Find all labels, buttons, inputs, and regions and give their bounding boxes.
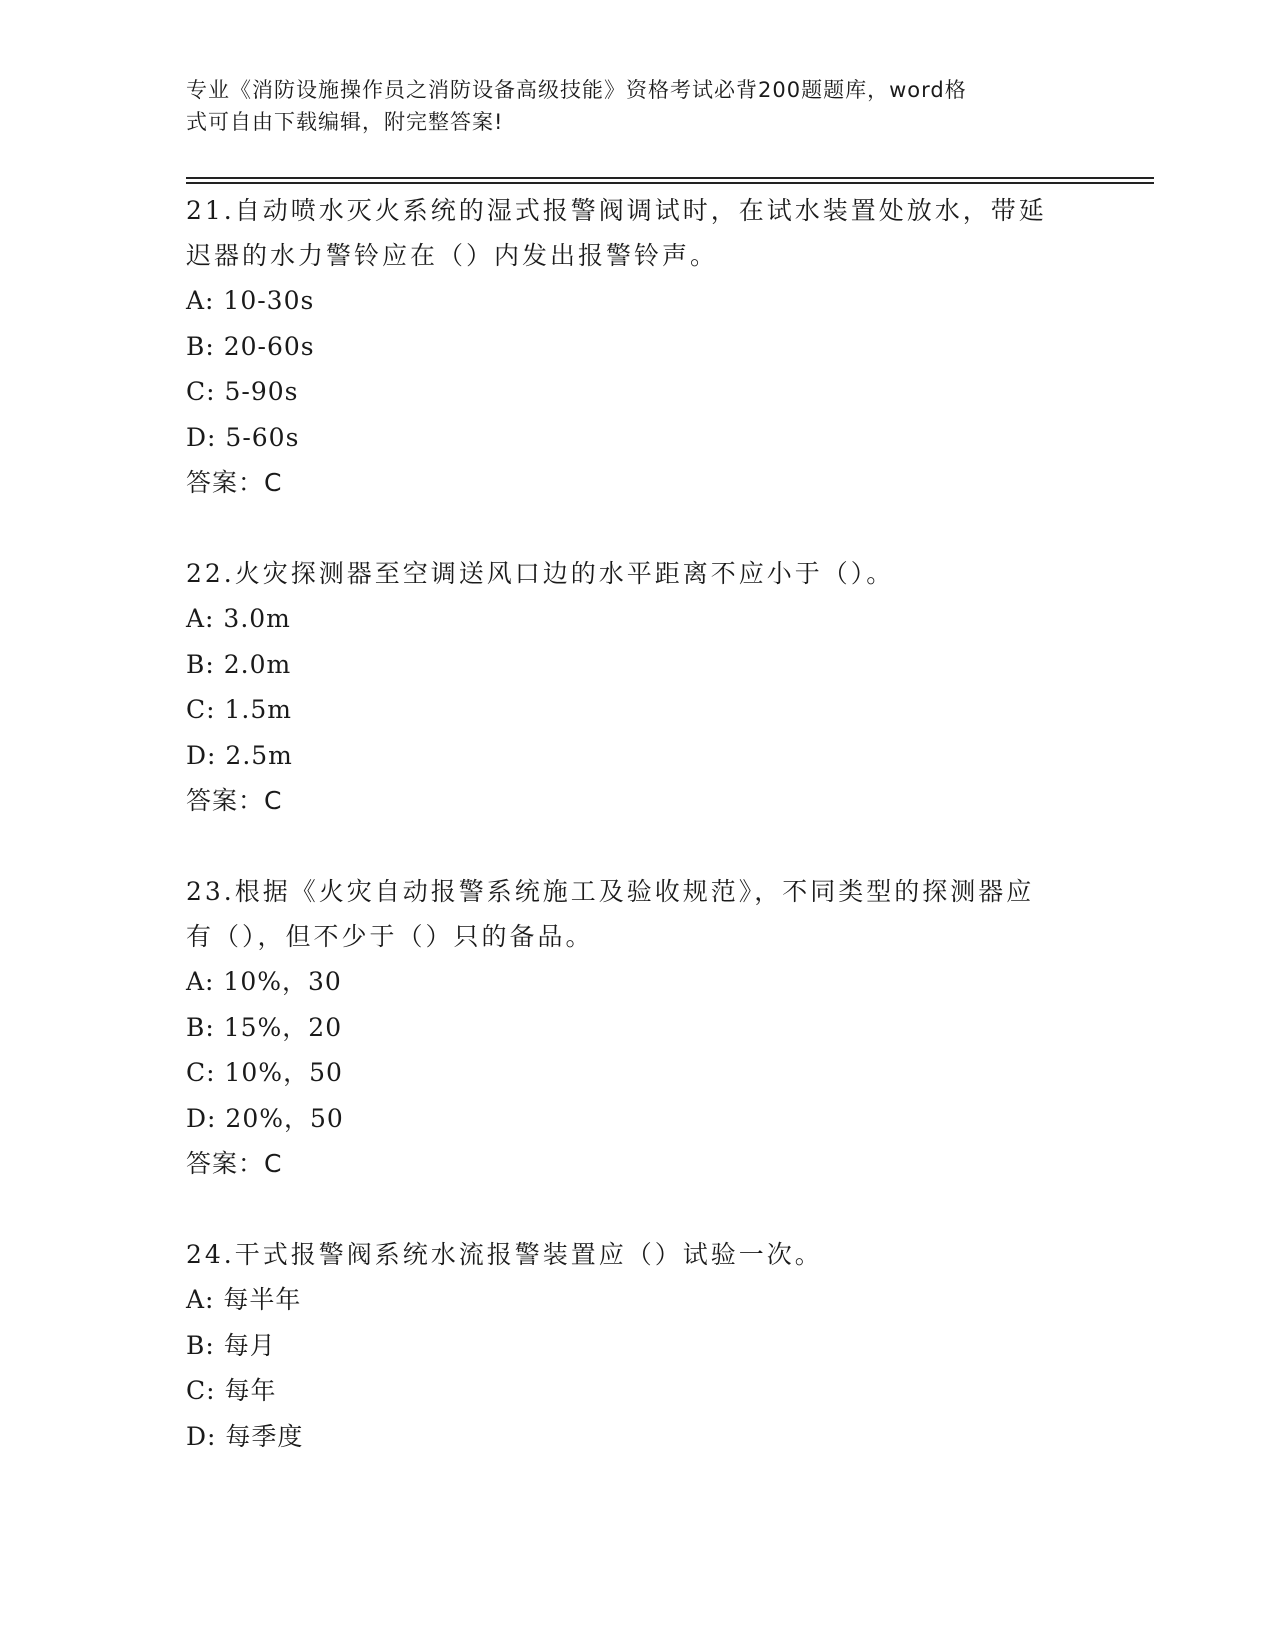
option-b: B: 20-60s: [186, 331, 315, 361]
header-divider-bottom: [186, 182, 1154, 184]
option-c: C: 10%，50: [186, 1058, 343, 1087]
option-a: A: 10%，30: [186, 967, 342, 996]
option-c: C: 5-90s: [186, 377, 299, 406]
question-21: [186, 188, 1086, 505]
question-stem-line: 21.自动喷水灭火系统的湿式报警阀调试时，在试水装置处放水，带延: [186, 196, 1047, 225]
question-23: [186, 869, 1086, 1186]
header-divider-top: [186, 177, 1154, 179]
question-stem: [186, 1232, 1086, 1277]
option-c: C: 1.5m: [186, 695, 292, 724]
question-stem-line: 24.干式报警阀系统水流报警装置应（）试验一次。: [186, 1240, 823, 1269]
option-b: B: 15%，20: [186, 1012, 343, 1042]
option-d: D: 5-60s: [186, 422, 300, 452]
question-stem-line: 迟器的水力警铃应在（）内发出报警铃声。: [186, 241, 719, 270]
question-stem: [186, 188, 1086, 278]
header-line-2: 式可自由下载编辑，附完整答案!: [186, 110, 504, 134]
question-stem: [186, 551, 1086, 596]
question-24: [186, 1232, 1086, 1459]
option-c: C: 每年: [186, 1376, 277, 1405]
option-d: D: 每季度: [186, 1421, 304, 1451]
option-b: B: 2.0m: [186, 649, 292, 679]
option-a: A: 3.0m: [186, 604, 291, 633]
question-22: [186, 551, 1086, 823]
option-a: A: 每半年: [186, 1285, 302, 1314]
question-stem-line: 有（），但不少于（）只的备品。: [186, 922, 594, 951]
question-stem: [186, 869, 1086, 959]
question-stem-line: 23.根据《火灾自动报警系统施工及验收规范》，不同类型的探测器应: [186, 877, 1035, 906]
answer-line: 答案：C: [186, 786, 283, 815]
option-d: D: 2.5m: [186, 740, 293, 770]
option-a: A: 10-30s: [186, 286, 315, 315]
question-stem-line: 22.火灾探测器至空调送风口边的水平距离不应小于（）。: [186, 559, 895, 588]
option-b: B: 每月: [186, 1330, 276, 1360]
question-list: [186, 188, 1086, 1505]
answer-line: 答案：C: [186, 468, 283, 497]
answer-line: 答案：C: [186, 1149, 283, 1178]
option-d: D: 20%，50: [186, 1103, 344, 1133]
header-line-1: 专业《消防设施操作员之消防设备高级技能》资格考试必背200题题库，word格: [186, 78, 967, 102]
document-header: [186, 74, 1066, 138]
